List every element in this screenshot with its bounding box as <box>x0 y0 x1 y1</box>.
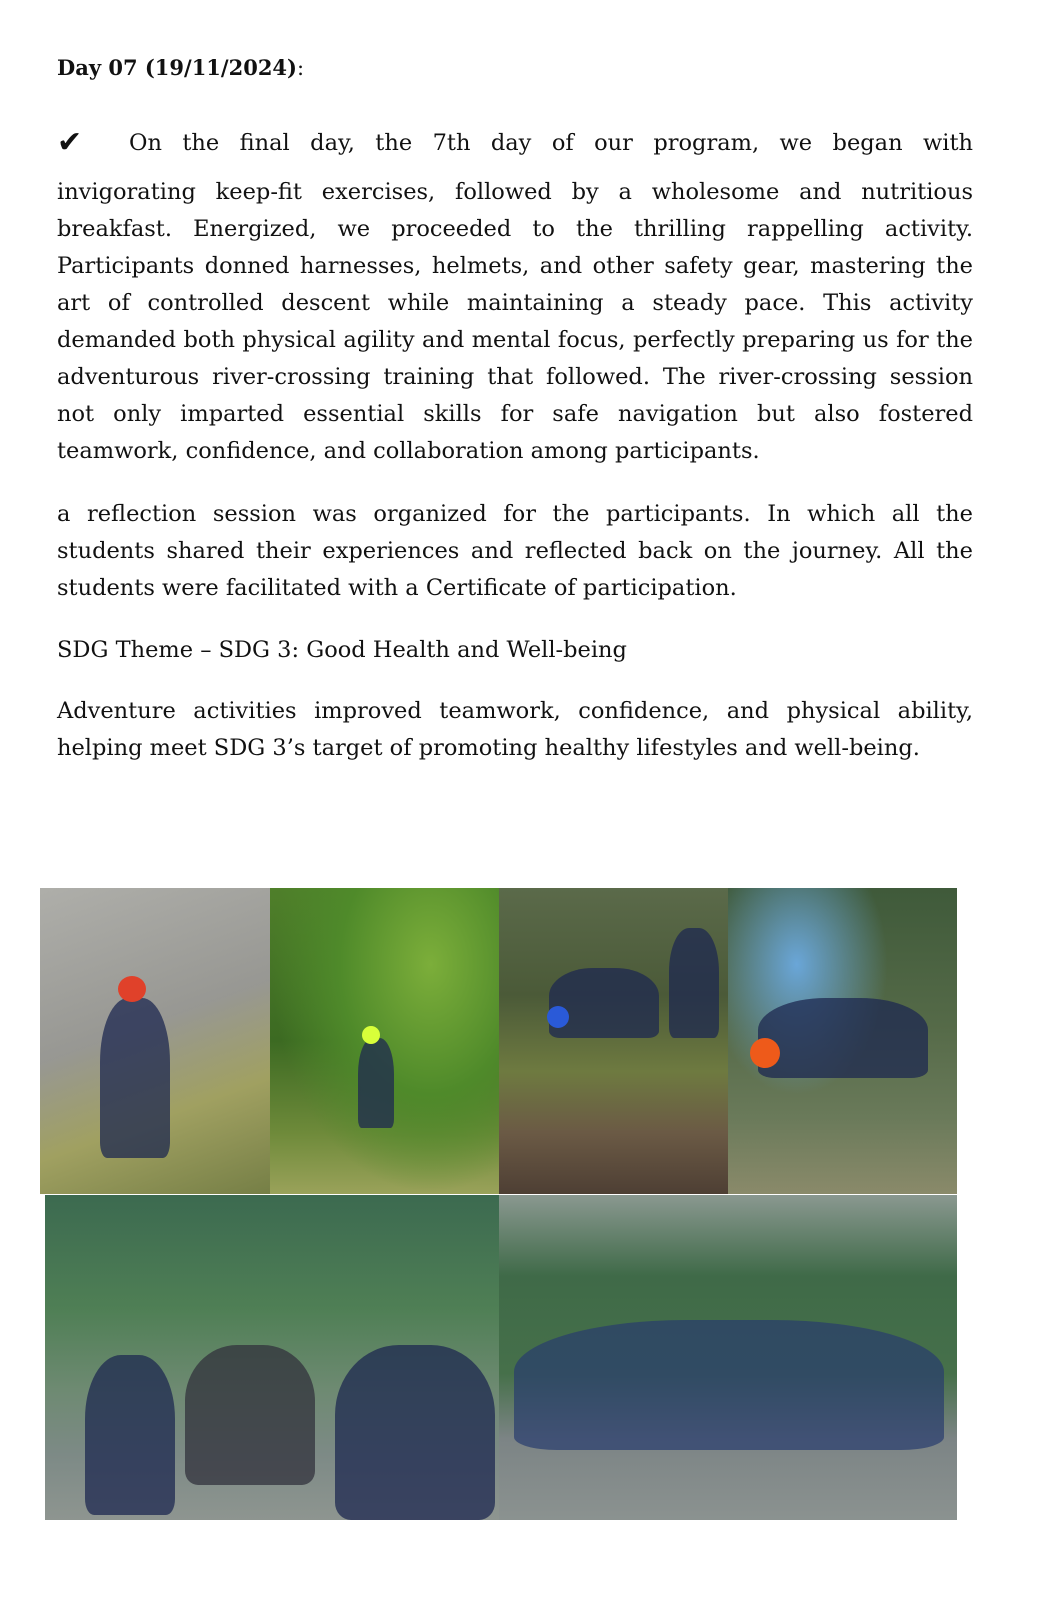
photo-person <box>549 968 659 1038</box>
first-line-text: On the final day, the 7th day of our program, we began with <box>129 130 973 156</box>
photo-helmet <box>118 976 146 1002</box>
photo-person <box>185 1345 315 1485</box>
photo-group-people <box>514 1320 944 1450</box>
photo-person <box>85 1355 175 1515</box>
paragraph-reflection: a reflection session was organized for the participants. In which all the students shared their experiences and reflected back on the journey. All the students were facilitated with a Certificate of participation. <box>57 501 973 601</box>
paragraph-body: invigorating keep-fit exercises, followed by a wholesome and nutritious breakfast. Energized, we proceeded to the thrilling rappelling activity. Participants donned harnesses, helmets, and other safety gear, mastering the art of controlled descent while maintaining a steady pace. This activity demanded both physical agility and mental focus, perfectly preparing us for the adventurous river-crossing training that followed. The river-crossing session not only imparted essential skills for safe navigation but also fostered teamwork, confidence, and collaboration among participants. <box>57 179 973 464</box>
photo-river-crossing-1 <box>499 888 728 1194</box>
photo-rappelling-slope <box>270 888 499 1194</box>
photo-rappelling-wall <box>40 888 270 1194</box>
photo-person <box>100 998 170 1158</box>
sdg-theme: SDG Theme – SDG 3: Good Health and Well-being <box>57 637 627 663</box>
day-heading <box>57 50 973 86</box>
day-title: Day 07 (19/11/2024) <box>57 55 297 80</box>
photo-person <box>758 998 928 1078</box>
photo-reflection-session <box>45 1195 499 1520</box>
photo-helmet <box>750 1038 780 1068</box>
check-mark-icon: ✔ <box>57 125 83 160</box>
photo-river-crossing-2 <box>728 888 957 1194</box>
paragraph-sdg-impact: Adventure activities improved teamwork, confidence, and physical ability, helping meet SDG 3’s target of promoting healthy lifestyles and well-being. <box>57 698 973 761</box>
photo-helmet <box>362 1026 380 1044</box>
paragraph-day-summary <box>57 124 973 470</box>
photo-person <box>358 1038 394 1128</box>
photo-group <box>499 1195 957 1520</box>
photo-person <box>669 928 719 1038</box>
paragraph-first-line <box>57 124 973 162</box>
heading-colon: : <box>296 56 305 80</box>
photo-person <box>335 1345 495 1520</box>
photo-helmet <box>547 1006 569 1028</box>
